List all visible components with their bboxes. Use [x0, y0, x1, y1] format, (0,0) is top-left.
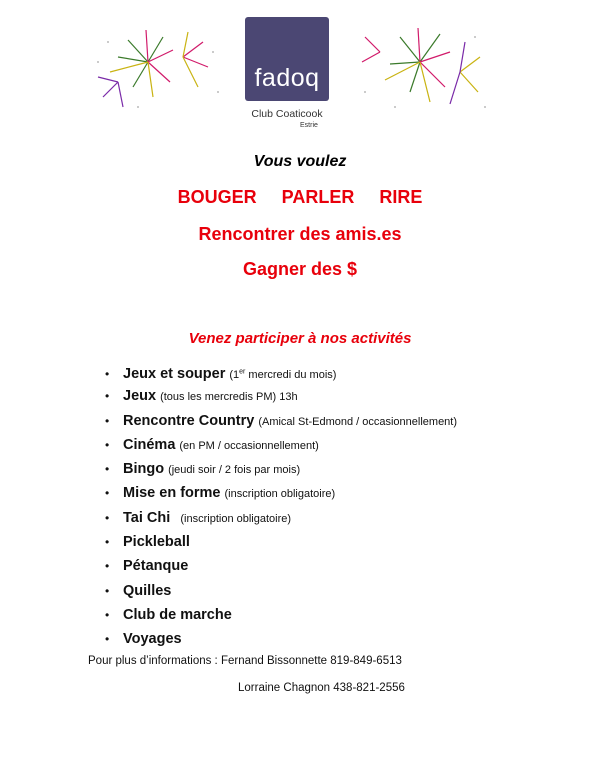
- activity-name: Jeux: [123, 388, 157, 405]
- word-parler: PARLER: [281, 187, 355, 207]
- activity-item: [105, 385, 457, 409]
- activity-item: [105, 628, 457, 652]
- fireworks-image-right: [350, 22, 490, 114]
- bullet-icon: •: [105, 559, 110, 574]
- activity-item: [105, 482, 457, 506]
- headline-meet-friends: Rencontrer des amis.es: [198, 224, 402, 244]
- activity-name: Jeux et souper: [123, 365, 226, 382]
- fireworks-image-left: [88, 22, 228, 114]
- activity-item: [105, 458, 457, 482]
- activity-item: [105, 580, 457, 604]
- activity-item: [105, 555, 457, 579]
- bullet-icon: •: [105, 607, 110, 622]
- activity-item: [105, 410, 457, 434]
- activity-name: Club de marche: [123, 606, 232, 623]
- headline-earn-money: Gagner des $: [242, 259, 358, 279]
- logo-brand: fadoq: [254, 64, 320, 92]
- activity-name: Bingo: [123, 461, 165, 478]
- activity-name: Pétanque: [123, 558, 189, 575]
- activity-note: (inscription obligatoire): [224, 488, 336, 501]
- contact-line-1: Pour plus d’informations : Fernand Bissonnette 819-849-6513: [88, 655, 402, 667]
- invite-heading: Venez participer à nos activités: [188, 330, 412, 347]
- activity-name: Cinéma: [123, 436, 176, 453]
- bullet-icon: •: [105, 462, 110, 477]
- bullet-icon: •: [105, 389, 110, 404]
- bullet-icon: •: [105, 413, 110, 428]
- activity-name: Tai Chi: [123, 509, 171, 526]
- activity-note: (inscription obligatoire): [174, 512, 292, 525]
- activities-list: [105, 361, 457, 653]
- bullet-icon: •: [105, 486, 110, 501]
- activity-note: (Amical St-Edmond / occasionnellement): [258, 415, 458, 428]
- bullet-icon: •: [105, 583, 110, 598]
- word-bouger: BOUGER: [177, 187, 257, 207]
- logo-region: Estrie: [300, 122, 318, 129]
- activity-note: (tous les mercredis PM) 13h: [160, 391, 298, 404]
- activity-note: (1er mercredi du mois): [229, 368, 337, 381]
- activity-item: [105, 361, 457, 385]
- logo-club-name: Club Coaticook: [251, 108, 323, 120]
- activity-note: (jeudi soir / 2 fois par mois): [168, 464, 301, 477]
- activity-name: Pickleball: [123, 534, 190, 551]
- activity-item: [105, 604, 457, 628]
- bullet-icon: •: [105, 437, 110, 452]
- word-rire: RIRE: [379, 187, 423, 207]
- headline-words: [0, 187, 600, 208]
- activity-name: Voyages: [123, 631, 182, 648]
- bullet-icon: •: [105, 510, 110, 525]
- bullet-icon: •: [105, 366, 110, 381]
- contact-line-2: Lorraine Chagnon 438-821-2556: [238, 682, 405, 694]
- intro-heading: Vous voulez: [253, 153, 347, 170]
- activity-name: Quilles: [123, 582, 172, 599]
- activity-name: Mise en forme: [123, 485, 221, 502]
- activity-item: [105, 507, 457, 531]
- fadoq-logo: [245, 17, 329, 101]
- bullet-icon: •: [105, 535, 110, 550]
- activity-name: Rencontre Country: [123, 412, 255, 429]
- activity-note: (en PM / occasionnellement): [179, 439, 319, 452]
- activity-item: [105, 531, 457, 555]
- activity-item: [105, 434, 457, 458]
- bullet-icon: •: [105, 632, 110, 647]
